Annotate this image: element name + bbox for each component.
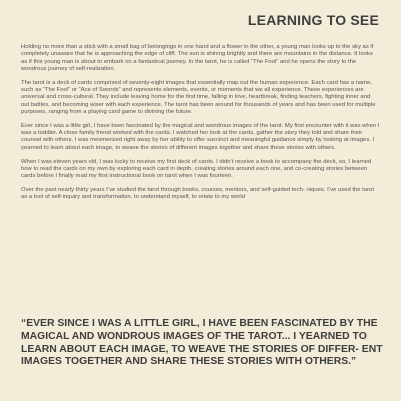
paragraph-1: Holding no more than a stick with a small bag of belongings in one hand and a flower in the other, a young man looks up to the sky as if completely unaware that he is approaching the edge of cliff. The sun is shining brightly and there are mountains in the distance. It looks as if this young man is about to embark on a fantastical journey. In the tarot, he is called “The Fool” and he opens the story to the wondrous journey of self-realization. [21,44,374,72]
paragraph-4: When I was eleven years old, I was lucky to receive my first deck of cards. I didn’t receive a book to accompany the deck, so, I learned how to read the cards on my own by exploring each card in depth, creating stories around each one, and co-creating stories between cards before I finally read my first instructional book on tarot when I was fourteen. [21,158,372,180]
paragraph-2: The tarot is a deck of cards comprised of seventy-eight images that essentially map out the human experience. Each card has a name, such as “The Fool” or “Ace of Swords” and represents elements, events, or moments that we all experience. These experiences are universal and cross-cultural. They include leaving home for the first time, falling in love, heartbreak, finding teachers, fighting inner and out battles, and becoming wiser with each experience. The tarot has been around for thousands of years and has been used for multiple purposes, ranging from a playing card game to divining the future. [21,79,376,115]
pull-quote: “EVER SINCE I WAS A LITTLE GIRL, I HAVE BEEN FASCINATED BY THE MAGICAL AND WONDROUS IMAGES OF THE TAROT... I YEARNED TO LEARN ABOUT EACH IMAGE, TO WEAVE THE STORIES OF DIFFER- ENT IMAGES TOGETHER AND SHARE THESE STORIES WITH OTHERS.” [21,318,383,368]
page-title: LEARNING TO SEE [247,12,379,28]
body-text [21,44,380,208]
paragraph-3: Ever since I was a little girl, I have been fascinated by the magical and wondrous images of the tarot. My first encounter with it was when I was a toddler. A close family friend worked with the cards. I watched her look at the cards, gather the story they told and share their counsel with others. I was mesmerized right away by her ability to offer succinct and meaningful guidance simply by looking at images. I yearned to learn about each image, to weave the stories of different images together and share these stories with others. [21,122,380,151]
paragraph-5: Over the past nearly thirty years I’ve studied the tarot through books, courses, mentors, and self-guided tech- niques. I’ve used the tarot as a tool of self-inquiry and transformation, to understand myself, to relate to my world [21,187,374,201]
